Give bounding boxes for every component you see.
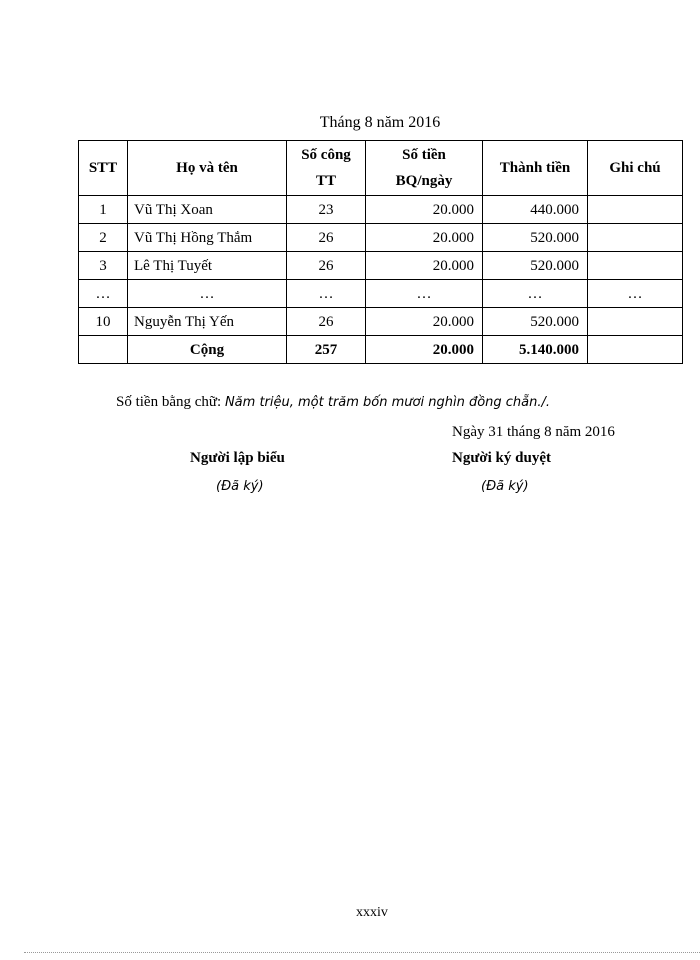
total-label: Cộng — [128, 336, 287, 364]
header-rate-line1: Số tiền — [402, 147, 446, 163]
table-row — [79, 252, 683, 280]
cell-amount: 440.000 — [483, 196, 588, 224]
cell-amount: 520.000 — [483, 252, 588, 280]
header-days-line1: Số công — [301, 147, 351, 163]
amount-in-words — [116, 394, 550, 411]
header-days-line2: TT — [315, 173, 336, 189]
cell-stt: 10 — [79, 308, 128, 336]
cell-note — [588, 308, 683, 336]
header-amount: Thành tiền — [483, 141, 588, 196]
cell-rate: … — [366, 280, 483, 308]
header-rate — [366, 141, 483, 196]
sign-date: Ngày 31 tháng 8 năm 2016 — [452, 424, 615, 440]
cell-amount: 520.000 — [483, 224, 588, 252]
cell-amount: 520.000 — [483, 308, 588, 336]
cell-days: 26 — [287, 224, 366, 252]
page-number: xxxiv — [356, 905, 388, 920]
table-row — [79, 224, 683, 252]
header-name: Họ và tên — [128, 141, 287, 196]
table-row-ellipsis — [79, 280, 683, 308]
cell-note — [588, 336, 683, 364]
total-days: 257 — [287, 336, 366, 364]
total-rate: 20.000 — [366, 336, 483, 364]
amount-in-words-label: Số tiền bằng chữ: — [116, 394, 222, 410]
cell-rate: 20.000 — [366, 224, 483, 252]
cell-name: Vũ Thị Xoan — [128, 196, 287, 224]
cell-name: Vũ Thị Hồng Thắm — [128, 224, 287, 252]
cell-note — [588, 196, 683, 224]
total-amount: 5.140.000 — [483, 336, 588, 364]
cell-amount: … — [483, 280, 588, 308]
cell-note: … — [588, 280, 683, 308]
cell-days: 26 — [287, 308, 366, 336]
cell-days: … — [287, 280, 366, 308]
preparer-signed: (Đã ký) — [216, 479, 264, 494]
cell-stt: … — [79, 280, 128, 308]
approver-signed: (Đã ký) — [481, 479, 529, 494]
cell-rate: 20.000 — [366, 308, 483, 336]
cell-stt — [79, 336, 128, 364]
approver-title: Người ký duyệt — [452, 450, 551, 466]
cell-name: … — [128, 280, 287, 308]
payroll-table — [78, 140, 683, 364]
preparer-title: Người lập biểu — [190, 450, 285, 466]
table-row — [79, 196, 683, 224]
table-row — [79, 308, 683, 336]
table-header-row — [79, 141, 683, 196]
cell-stt: 1 — [79, 196, 128, 224]
page-bottom-border — [24, 952, 700, 953]
header-days — [287, 141, 366, 196]
cell-rate: 20.000 — [366, 196, 483, 224]
header-rate-line2: BQ/ngày — [395, 173, 453, 189]
cell-name: Lê Thị Tuyết — [128, 252, 287, 280]
cell-days: 26 — [287, 252, 366, 280]
cell-name: Nguyễn Thị Yến — [128, 308, 287, 336]
cell-note — [588, 252, 683, 280]
cell-stt: 2 — [79, 224, 128, 252]
cell-rate: 20.000 — [366, 252, 483, 280]
cell-note — [588, 224, 683, 252]
cell-days: 23 — [287, 196, 366, 224]
period-title: Tháng 8 năm 2016 — [319, 114, 441, 131]
amount-in-words-value: Năm triệu, một trăm bốn mươi nghìn đồng chẵn./. — [224, 395, 551, 410]
cell-stt: 3 — [79, 252, 128, 280]
header-stt: STT — [79, 141, 128, 196]
table-total-row — [79, 336, 683, 364]
header-note: Ghi chú — [588, 141, 683, 196]
